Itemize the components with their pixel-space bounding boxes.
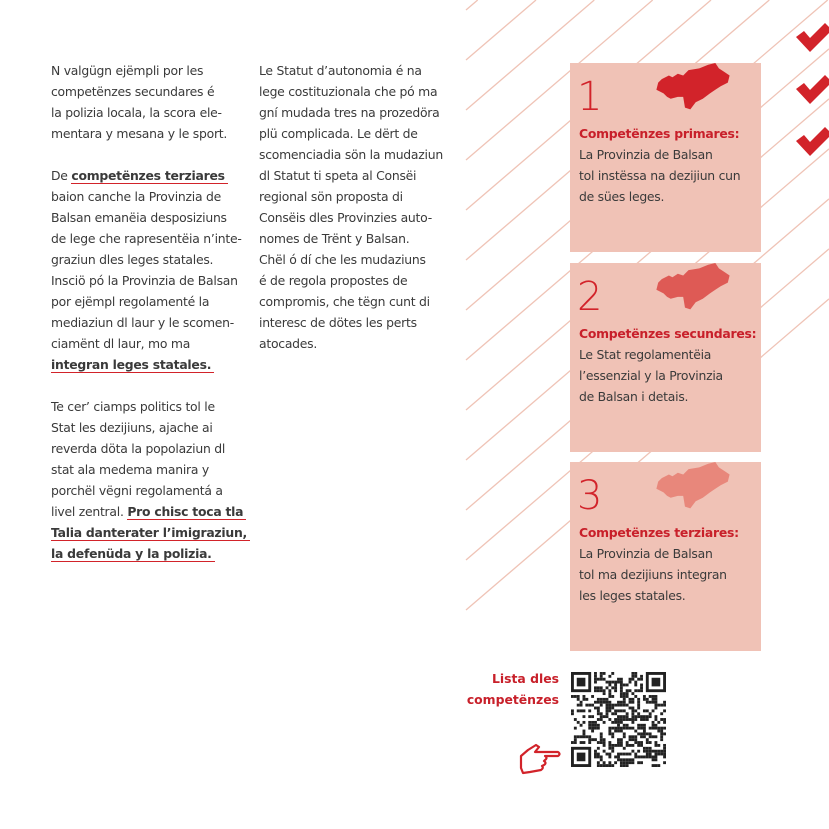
box-title: Competënzes terziares:: [579, 525, 739, 540]
highlight-tertiary: competënzes terziares: [71, 168, 227, 184]
paragraph-statute: Le Statut d’autonomia é na lege costituzionala che pó ma gní mudada tres na prozedöra plü complicada. Le dërt de scomenciadia sön la mudaziun dl Statut ti speta al Consëi regional sön proposta di Consëis dles Provinzies auto- nomes de Trënt y Balsan. Chël ó dí che les mudaziuns é de regola propostes de compromis, che tëgn cunt di interesc de dötes les perts atocades.: [259, 63, 443, 351]
box-title: Competënzes primares:: [579, 126, 740, 141]
competence-box-secondary: 2 Competënzes secundares: Le Stat regolamentëia l’essenzial y la Provinzia de Balsan i detais.: [570, 263, 761, 452]
stripe-line: [466, 0, 478, 10]
checkmark-icon: [796, 75, 829, 104]
pointing-hand-icon: [518, 742, 564, 776]
checkmark-icon: [796, 127, 829, 156]
paragraph-state: Te cer’ ciamps politics tol le Stat les dezijiuns, ajache ai reverda döta la popolaziun dl stat ala medema manira y porchël vëgni regolamentá a livel zentral. Pro chisc toca tla Talia danterater l’imigraziun, la defenüda y la polizia.: [51, 396, 251, 564]
qr-label: Lista dles competënzes: [466, 671, 559, 707]
highlight-integrate: integran leges statales.: [51, 357, 214, 373]
competence-box-primary: 1 Competënzes primares: La Provinzia de Balsan tol instëssa na dezijiun cun de sües leges.: [570, 63, 761, 252]
text-column-left: [51, 60, 251, 585]
text-column-middle: [259, 60, 459, 375]
stripe-line: [466, 0, 536, 60]
paragraph-examples: N valgügn ejëmpli por les competënzes secundares é la polizia locala, la scora ele- mentara y mesana y le sport.: [51, 63, 228, 141]
box-number: 1: [577, 74, 603, 120]
checkmarks: [790, 20, 829, 160]
province-map-icon: [648, 263, 738, 313]
province-map-icon: [648, 462, 738, 512]
box-number: 2: [577, 274, 603, 320]
qr-code[interactable]: [571, 672, 666, 767]
highlight-state-2: Talia danterater l’imigraziun,: [51, 525, 250, 541]
highlight-state-3: la defenüda y la polizia.: [51, 546, 215, 562]
box-title: Competënzes secundares:: [579, 326, 757, 341]
paragraph-tertiary: De competënzes terziares baion canche la Provinzia de Balsan emanëia desposiziuns de lege che rapresentëia n’inte- graziun dles leges statales. Insciö pó la Provinzia de Balsan por ejëmpl regolamenté la mediaziun dl laur y le scomen- ciamënt dl laur, mo ma integran leges statales.: [51, 168, 242, 372]
province-map-icon: [648, 63, 738, 113]
competence-box-tertiary: 3 Competënzes terziares: La Provinzia de Balsan tol ma dezijiuns integran les leges statales.: [570, 462, 761, 651]
checkmark-icon: [796, 23, 829, 52]
box-number: 3: [577, 473, 603, 519]
highlight-state-1: Pro chisc toca tla: [127, 504, 246, 520]
